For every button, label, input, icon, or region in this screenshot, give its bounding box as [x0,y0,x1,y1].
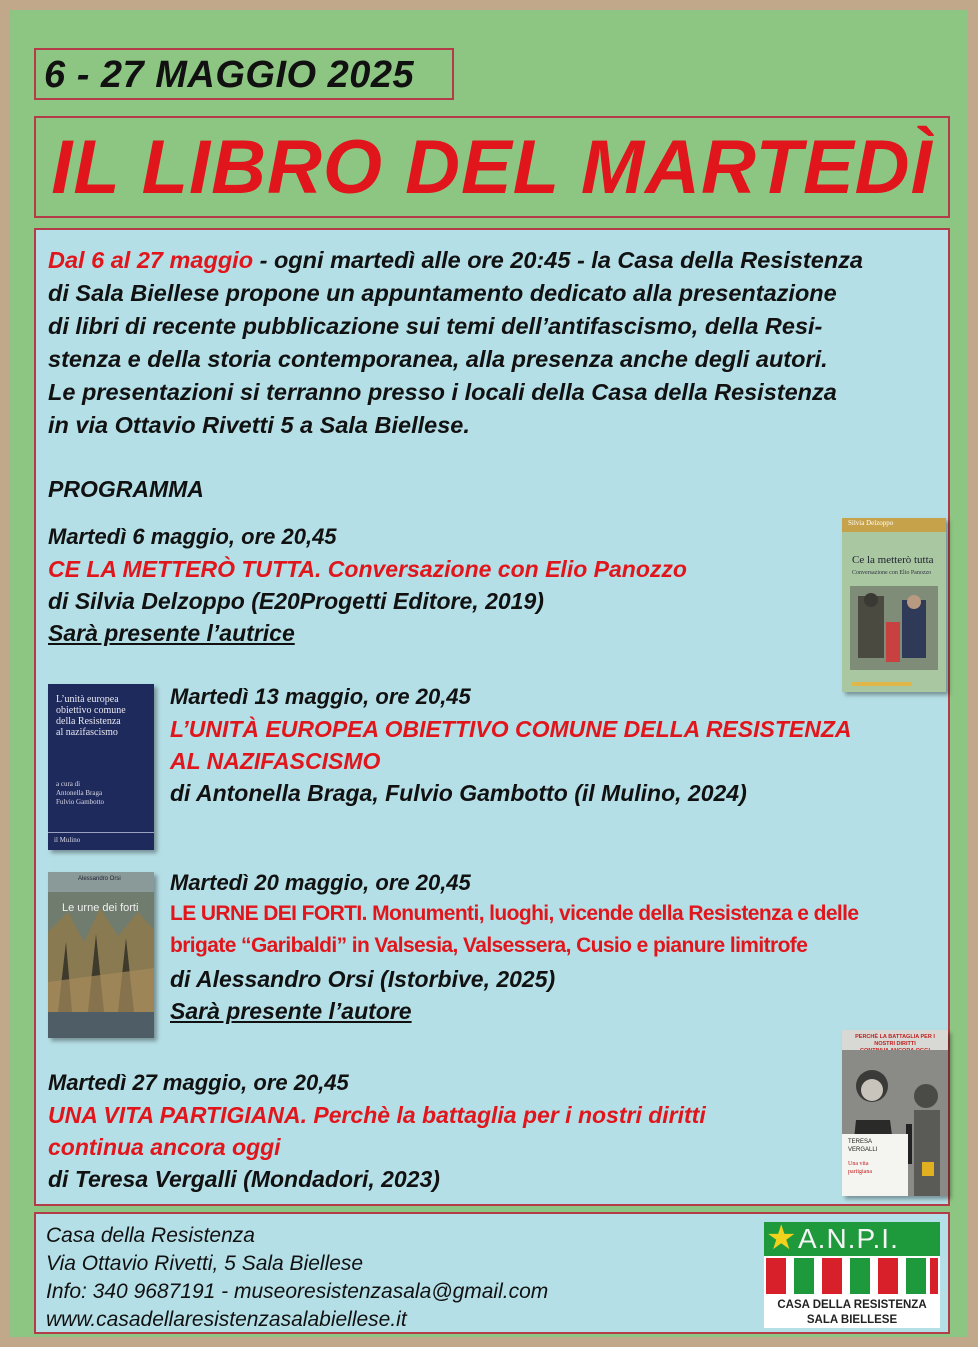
event-date: Martedì 13 maggio, ore 20,45 [170,684,471,709]
intro-highlight: Dal 6 al 27 maggio [48,247,254,273]
footer-name: Casa della Resistenza [46,1224,255,1247]
cover-author: TERESA [848,1139,873,1145]
footer-address: Via Ottavio Rivetti, 5 Sala Biellese [46,1252,364,1275]
intro-line: stenza e della storia contemporanea, alla presenza anche degli autori. [48,346,828,372]
intro-line: - ogni martedì alle ore 20:45 - la Casa della Resistenza [253,247,863,273]
program-panel [34,228,950,1206]
cover-editors: a cura di [56,780,81,788]
intro-line: di Sala Biellese propone un appuntamento dedicato alla presentazione [48,280,837,306]
cover-title-line: L’unità europea [56,694,119,705]
book-cover-1 [842,518,946,692]
book-cover-3 [48,872,154,1038]
cover-author: Silvia Delzoppo [848,519,894,527]
cover-title: Ce la metterò tutta [852,554,934,566]
intro-line: di libri di recente pubblicazione sui temi dell’antifascismo, della Resi- [48,313,823,339]
cover-publisher: il Mulino [54,836,81,844]
title-box [34,116,950,218]
cover-subtitle: Conversazione con Elio Panozzo [852,570,932,576]
intro-paragraph [48,244,940,442]
cover-title-line: della Resistenza [56,716,121,727]
event-title: UNA VITA PARTIGIANA. Perchè la battaglia per i nostri diritti [48,1102,706,1128]
event-note: Sarà presente l’autore [170,998,412,1024]
footer-website[interactable]: www.casadellaresistenzasalabiellese.it [46,1308,407,1331]
cover-title: Una vita [848,1161,869,1167]
event-date: Martedì 6 maggio, ore 20,45 [48,524,337,549]
event-note: Sarà presente l’autrice [48,620,295,646]
cover-author: VERGALLI [848,1147,878,1153]
cover-photo [850,586,938,670]
event-date: Martedì 20 maggio, ore 20,45 [170,870,471,895]
event-title: continua ancora oggi [48,1134,281,1160]
cover-title: partigiana [848,1169,872,1175]
event-title: AL NAZIFASCISMO [170,748,381,774]
anpi-sub-1: CASA DELLA RESISTENZA [777,1299,927,1311]
book-cover-4 [842,1030,948,1196]
footer-info[interactable]: Info: 340 9687191 - museoresistenzasala@gmail.com [46,1280,549,1303]
event-title: LE URNE DEI FORTI. Monumenti, luoghi, vicende della Resistenza e delle [170,902,859,925]
event-author: di Silvia Delzoppo (E20Progetti Editore, 2019) [48,588,544,614]
cover-artwork [48,872,154,1038]
cover-title-line: al nazifascismo [56,727,118,738]
poster-title: IL LIBRO DEL MARTEDÌ [51,125,933,210]
cover-banner: PERCHÈ LA BATTAGLIA PER I NOSTRI DIRITTI [855,1034,935,1047]
date-range: 6 - 27 MAGGIO 2025 [44,54,415,96]
date-range-box [34,48,454,100]
anpi-sub-2: SALA BIELLESE [806,1314,898,1326]
event-author: di Teresa Vergalli (Mondadori, 2023) [48,1166,440,1192]
intro-line: in via Ottavio Rivetti 5 a Sala Biellese. [48,412,470,438]
flag-stripes [764,1258,940,1294]
poster [10,10,968,1337]
event-date: Martedì 27 maggio, ore 20,45 [48,1070,349,1095]
programma-heading: PROGRAMMA [48,476,204,502]
event-title: L’UNITÀ EUROPEA OBIETTIVO COMUNE DELLA RESISTENZA [170,716,852,742]
event-author: di Alessandro Orsi (Istorbive, 2025) [170,966,556,992]
event-title: CE LA METTERÒ TUTTA. Conversazione con Elio Panozzo [48,556,687,582]
event-author: di Antonella Braga, Fulvio Gambotto (il Mulino, 2024) [170,780,747,806]
cover-editors: Fulvio Gambotto [56,798,105,806]
anpi-name: A.N.P.I. [798,1223,899,1254]
cover-editors: Antonella Braga [56,789,103,797]
footer-panel [34,1212,950,1334]
cover-author: Alessandro Orsi [78,876,121,882]
star-icon: ★ [766,1219,797,1257]
cover-title: Le urne dei forti [62,902,139,914]
book-cover-2 [48,684,154,850]
intro-line: Le presentazioni si terranno presso i locali della Casa della Resistenza [48,379,837,405]
event-title: brigate “Garibaldi” in Valsesia, Valsessera, Cusio e pianure limitrofe [170,934,808,957]
cover-title-line: obiettivo comune [56,705,126,716]
anpi-logo [764,1219,940,1328]
